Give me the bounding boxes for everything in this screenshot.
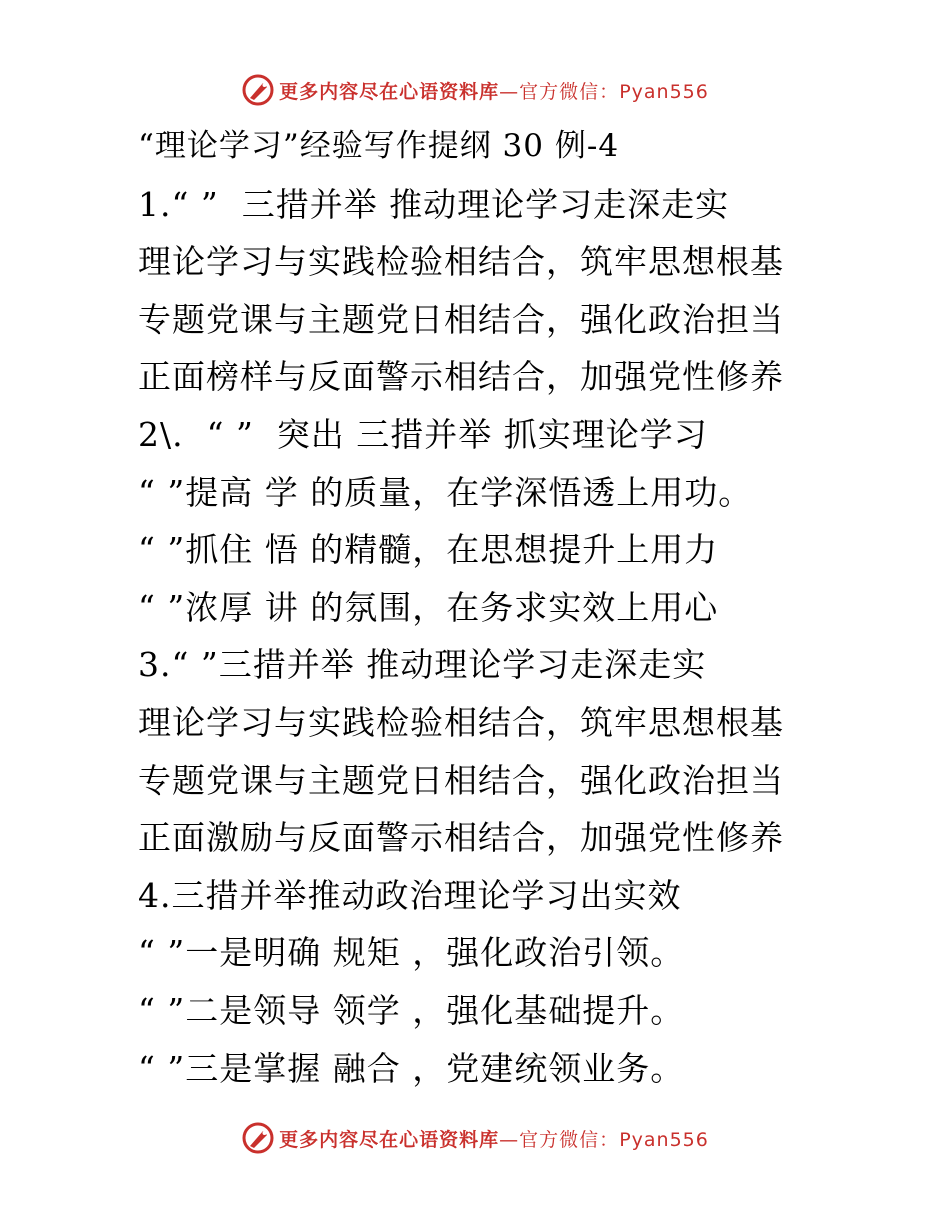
pen-nib-logo-icon	[241, 73, 275, 107]
banner-text: 更多内容尽在心语资料库—官方微信：Pyan556	[279, 80, 709, 103]
header-banner	[0, 70, 950, 110]
text-line: 2\. “ ” 突出 三措并举 抓实理论学习	[138, 414, 708, 454]
text-line: 正面榜样与反面警示相结合，加强党性修养	[138, 357, 784, 397]
banner-text: 更多内容尽在心语资料库—官方微信：Pyan556	[279, 1128, 709, 1151]
text-line: “ ”二是领导 领学 ，强化基础提升。	[138, 990, 685, 1030]
text-line: 1.“ ” 三措并举 推动理论学习走深走实	[138, 184, 730, 224]
text-line: “ ”抓住 悟 的精髓，在思想提升上用力	[138, 530, 719, 570]
text-line: “ ”一是明确 规矩 ，强化政治引领。	[138, 933, 685, 973]
text-line: 理论学习与实践检验相结合，筑牢思想根基	[138, 702, 784, 742]
text-line: 专题党课与主题党日相结合，强化政治担当	[138, 299, 784, 339]
text-line: 4.三措并举推动政治理论学习出实效	[138, 875, 682, 915]
pen-nib-logo-icon	[241, 1121, 275, 1155]
document-title: “理论学习”经验写作提纲 30 例-4	[138, 128, 620, 164]
text-line: “ ”提高 学 的质量，在学深悟透上用功。	[138, 472, 753, 512]
text-line: 正面激励与反面警示相结合，加强党性修养	[138, 818, 784, 858]
text-line: 3.“ ”三措并举 推动理论学习走深走实	[138, 645, 707, 685]
text-line: “ ”三是掌握 融合 ，党建统领业务。	[138, 1048, 685, 1088]
text-line: “ ”浓厚 讲 的氛围，在务求实效上用心	[138, 587, 719, 627]
document-body	[138, 118, 918, 1097]
footer-banner	[0, 1118, 950, 1158]
text-line: 专题党课与主题党日相结合，强化政治担当	[138, 760, 784, 800]
text-line: 理论学习与实践检验相结合，筑牢思想根基	[138, 242, 784, 282]
